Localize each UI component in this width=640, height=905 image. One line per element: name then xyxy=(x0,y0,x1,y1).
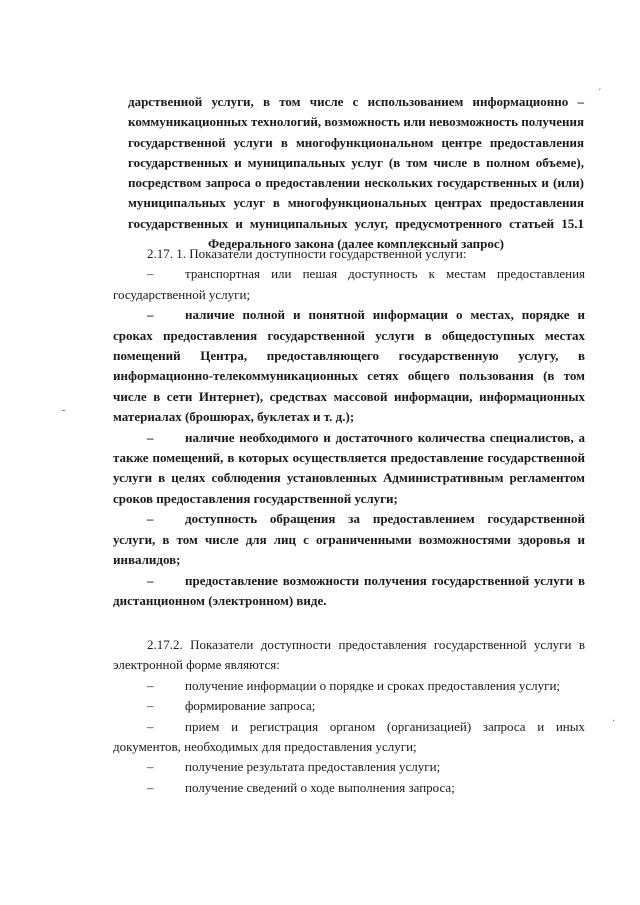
dash-marker: – xyxy=(147,511,154,527)
dash-marker: – xyxy=(147,759,154,775)
section-heading: дарственной услуги, в том числе с использованием информационно – коммуникационных технологий, возможность или невозможность получения государственной услуги в многофункциональном центре предоставления государственных и муниципальных услуг (в том числе в полном объеме), посредством запроса о предоставлении нескольких государственных и (или) муниципальных услуг в многофункциональных центрах предоставления государственных и муниципальных услуг, предусмотренного статьей 15.1 Федерального закона (далее комплексный запрос) xyxy=(128,94,584,252)
list-item: – предоставление возможности получения государственной услуги в дистанционном (электронном) виде. xyxy=(113,572,585,608)
dash-marker: – xyxy=(147,779,154,795)
section-title: 2.17. 1. Показатели доступности государственной услуги: xyxy=(147,246,467,261)
section-2-17-2 xyxy=(113,635,585,798)
scan-speck: · xyxy=(612,716,616,727)
list-item: – наличие необходимого и достаточного количества специалистов, а также помещений, в которых осуществляется предоставление государственной услуги в целях соблюдения установленных Административным регламентом сроков предоставления государственной услуги; xyxy=(113,429,585,506)
dash-marker: – xyxy=(147,266,154,282)
list-item: – транспортная или пешая доступность к местам предоставления государственной услуги; xyxy=(113,266,585,302)
list-item: – прием и регистрация органом (организацией) запроса и иных документов, необходимых для предоставления услуги; xyxy=(113,718,585,755)
dash-marker: – xyxy=(147,698,154,714)
dash-marker: – xyxy=(147,718,154,734)
list-item: – доступность обращения за предоставлением государственной услуги, в том числе для лиц с ограниченными возможностями здоровья и инвалидов; xyxy=(113,511,585,568)
list-item: – получение информации о порядке и сроках предоставления услуги; xyxy=(113,676,585,696)
section-2-17-1 xyxy=(113,244,585,611)
dash-marker: – xyxy=(147,677,154,693)
section-title: 2.17.2. Показатели доступности предоставления государственной услуги в электронной форме являются: xyxy=(113,637,585,673)
list-item: – получение результата предоставления услуги; xyxy=(113,757,585,777)
list-item: – получение сведений о ходе выполнения запроса; xyxy=(113,778,585,798)
dash-marker: – xyxy=(147,429,154,445)
scan-speck: - xyxy=(62,405,66,416)
dash-marker: – xyxy=(147,572,154,588)
list-item: – формирование запроса; xyxy=(113,696,585,716)
scan-speck: ˊ xyxy=(598,88,602,99)
list-item: – наличие полной и понятной информации о местах, порядке и сроках предоставления государственной услуги в общедоступных местах помещений Центра, предоставляющего государственную услугу, в информационно-телекоммуникационных сетях общего пользования (в том числе в сети Интернет), средствах массовой информации, информационных материалах (брошюрах, буклетах и т. д.); xyxy=(113,307,585,425)
dash-marker: – xyxy=(147,307,154,323)
